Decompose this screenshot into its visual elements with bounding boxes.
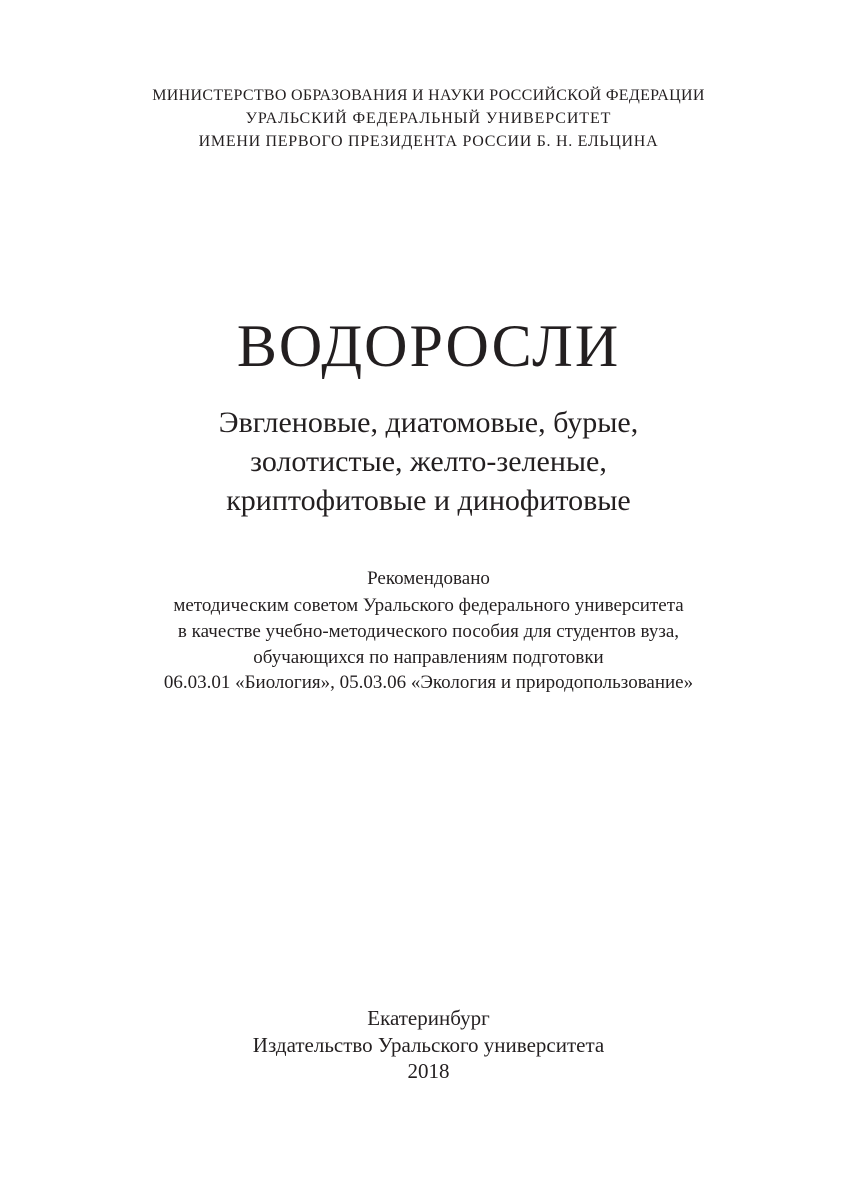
named-after-line: ИМЕНИ ПЕРВОГО ПРЕЗИДЕНТА РОССИИ Б. Н. ЕЛЬЦИНА bbox=[198, 133, 659, 150]
recommendation-line-1: Рекомендовано bbox=[367, 568, 490, 589]
university-line: УРАЛЬСКИЙ ФЕДЕРАЛЬНЫЙ УНИВЕРСИТЕТ bbox=[245, 110, 612, 127]
book-title: ВОДОРОСЛИ bbox=[236, 313, 621, 379]
recommendation-line-3: в качестве учебно-методического пособия для студентов вуза, bbox=[177, 621, 680, 642]
subtitle-line-1: Эвгленовые, диатомовые, бурые, bbox=[218, 406, 639, 439]
ministry-line: МИНИСТЕРСТВО ОБРАЗОВАНИЯ И НАУКИ РОССИЙСКОЙ ФЕДЕРАЦИИ bbox=[152, 87, 705, 104]
imprint-year: 2018 bbox=[407, 1059, 450, 1083]
subtitle-line-2: золотистые, желто-зеленые, bbox=[250, 445, 607, 478]
imprint-city: Екатеринбург bbox=[367, 1006, 490, 1030]
recommendation-line-4: обучающихся по направлениям подготовки bbox=[253, 647, 604, 668]
recommendation-line-5: 06.03.01 «Биология», 05.03.06 «Экология и природопользование» bbox=[163, 672, 694, 693]
recommendation-line-2: методическим советом Уральского федерального университета bbox=[173, 595, 684, 616]
imprint-publisher: Издательство Уральского университета bbox=[252, 1033, 605, 1057]
subtitle-line-3: криптофитовые и динофитовые bbox=[226, 484, 631, 517]
